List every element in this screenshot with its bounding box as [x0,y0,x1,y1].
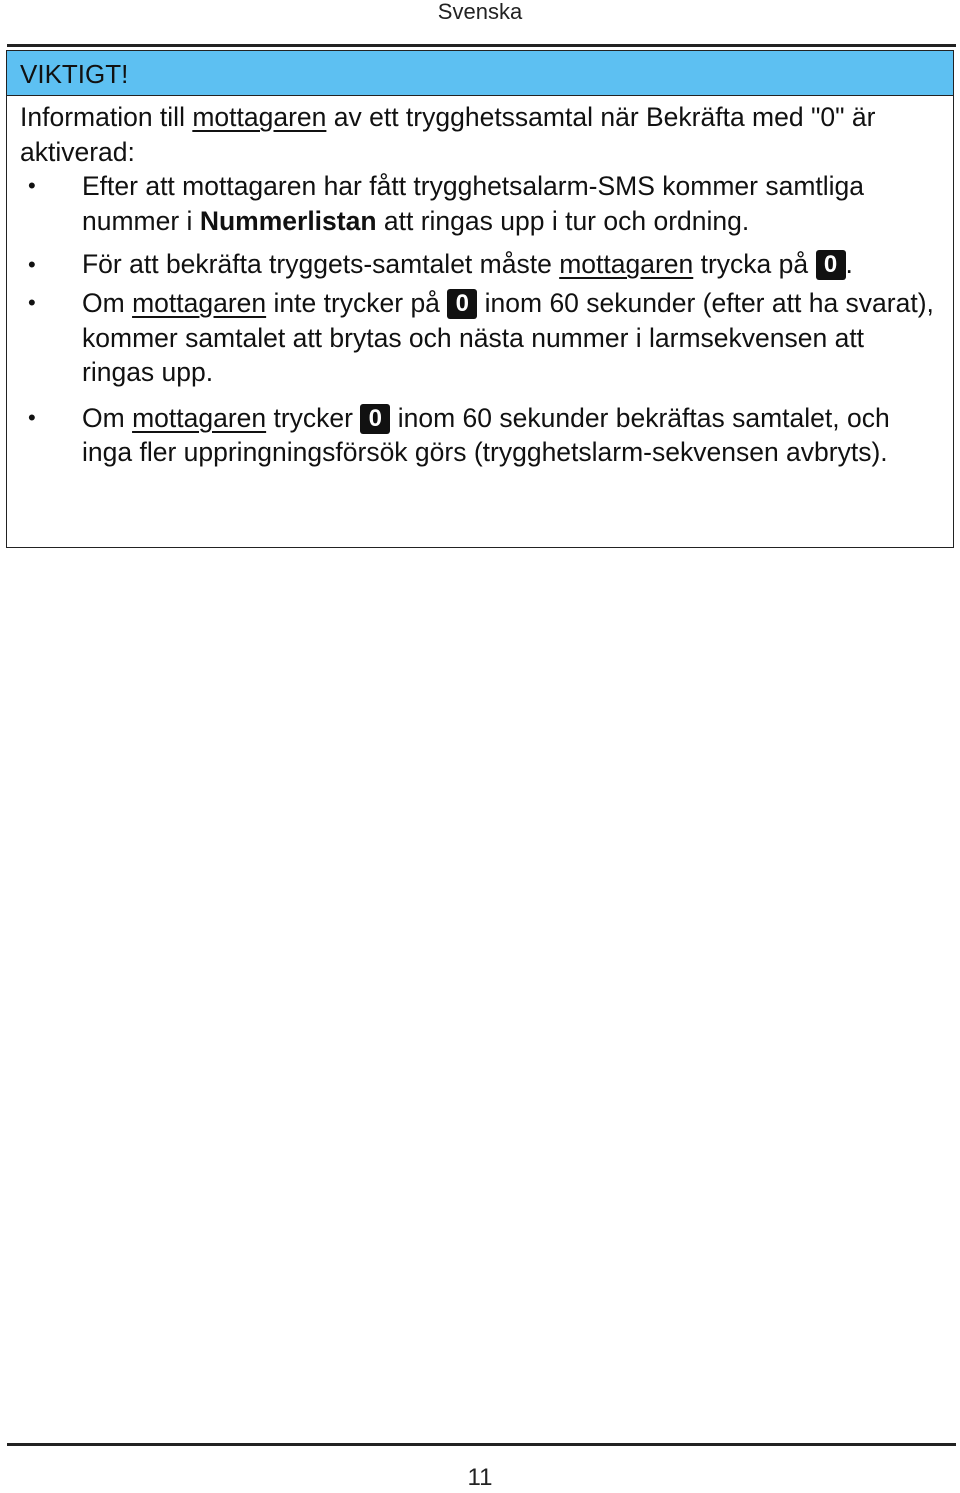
recipient-link[interactable]: mottagaren [132,402,267,433]
header-language: Svenska [437,0,523,24]
notice-intro [20,100,941,169]
important-notice-box [6,50,954,548]
notice-body [7,100,953,470]
bullet-text-end: inom 60 sekunder bekräftas samtalet, och inga fler uppringningsförsök görs (trygghetslarm-sekvensen avbryts). [82,402,890,467]
header-divider [7,44,956,47]
zero-key-icon: 0 [447,289,477,319]
bullet-text-cont: att ringas upp i tur och ordning. [376,205,750,236]
bullet-text-cont: trycker [266,402,361,433]
number-list-term: Nummerlistan [199,205,377,236]
bullet-text: Om [82,288,133,318]
intro-text-cont: av ett trygghetssamtal när Bekräfta med "0" är aktiverad: [20,102,876,167]
bullet-text: Efter att mottagaren har fått trygghetsalarm-SMS kommer samtliga nummer i [82,171,865,236]
recipient-link[interactable]: mottagaren [192,102,327,132]
recipient-link[interactable]: mottagaren [559,249,694,279]
bullet-text-cont: inte trycker på [266,288,448,318]
bullet-text: För att bekräfta tryggets-samtalet måste [82,249,560,279]
page-number: 11 [467,1464,493,1491]
intro-text: Information till [20,102,193,132]
list-item [20,244,941,285]
recipient-link[interactable]: mottagaren [132,288,267,318]
zero-key-icon: 0 [816,250,846,280]
list-item [20,169,941,238]
notice-title: VIKTIGT! [7,51,953,96]
footer-divider [7,1443,956,1446]
zero-key-icon: 0 [360,404,390,434]
notice-bullet-list [20,169,941,470]
bullet-text-cont: trycka på [693,249,816,279]
bullet-text: Om [82,402,133,433]
list-item [20,286,941,390]
bullet-text-end: . [845,249,853,279]
list-item [20,401,941,470]
bullet-text-end: inom 60 sekunder (efter att ha svarat), kommer samtalet att brytas och nästa nummer i larmsekvensen att ringas upp. [82,288,934,387]
